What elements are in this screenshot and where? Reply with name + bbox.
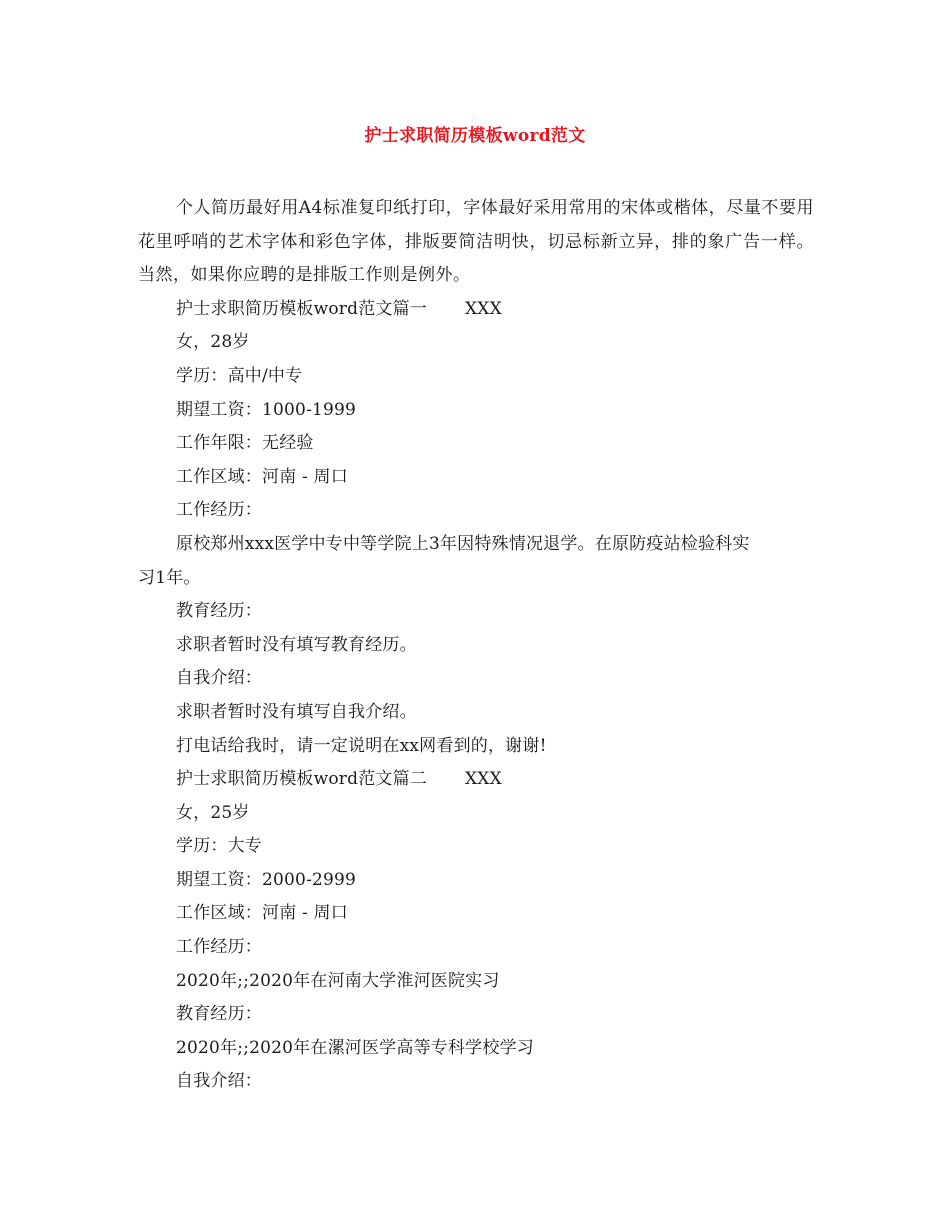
resume2-edu-label: 教育经历： xyxy=(176,1004,262,1025)
resume2-heading: 护士求职简历模板word范文篇二 xyxy=(176,769,427,790)
resume1-self-text: 求职者暂时没有填写自我介绍。 xyxy=(176,701,417,722)
resume1-heading-line xyxy=(138,293,814,327)
resume2-gender-age: 女，25岁 xyxy=(176,802,250,823)
resume2-work-text: 2020年;;2020年在河南大学淮河医院实习 xyxy=(176,970,500,991)
resume2-edu-text: 2020年;;2020年在漯河医学高等专科学校学习 xyxy=(176,1037,534,1058)
resume2-name: XXX xyxy=(465,769,502,790)
resume2-salary: 期望工资：2000-2999 xyxy=(176,869,357,890)
intro-paragraph: 个人简历最好用A4标准复印纸打印，字体最好采用常用的宋体或楷体，尽量不要用花里呼哨的艺术字体和彩色字体，排版要简洁明快，切忌标新立异，排的象广告一样。当然，如果你应聘的是排版工作则是例外。 xyxy=(138,198,814,286)
document-title: 护士求职简历模板word范文 xyxy=(364,126,586,146)
resume1-salary: 期望工资：1000-1999 xyxy=(176,399,357,420)
resume1-years: 工作年限：无经验 xyxy=(176,433,314,454)
resume1-heading: 护士求职简历模板word范文篇一 xyxy=(176,298,427,319)
resume2-self-label: 自我介绍： xyxy=(176,1071,262,1092)
resume1-name: XXX xyxy=(465,298,502,319)
resume2-heading-line xyxy=(138,763,814,797)
resume1-work-line1: 原校郑州xxx医学中专中等学院上3年因特殊情况退学。在原防疫站检验科实 xyxy=(176,533,750,554)
resume1-work-label: 工作经历： xyxy=(176,500,262,521)
document-body xyxy=(138,192,814,1099)
resume2-education: 学历：大专 xyxy=(176,836,262,857)
resume1-work-line2: 习1年。 xyxy=(138,567,201,588)
resume1-edu-text: 求职者暂时没有填写教育经历。 xyxy=(176,634,417,655)
resume1-education: 学历：高中/中专 xyxy=(176,365,303,386)
resume1-self-label: 自我介绍： xyxy=(176,668,262,689)
resume1-edu-label: 教育经历： xyxy=(176,601,262,622)
resume2-area: 工作区域：河南 - 周口 xyxy=(176,903,348,924)
resume2-work-label: 工作经历： xyxy=(176,937,262,958)
resume1-area: 工作区域：河南 - 周口 xyxy=(176,466,348,487)
resume1-contact: 打电话给我时，请一定说明在xx网看到的，谢谢! xyxy=(176,735,547,756)
resume1-gender-age: 女，28岁 xyxy=(176,332,250,353)
